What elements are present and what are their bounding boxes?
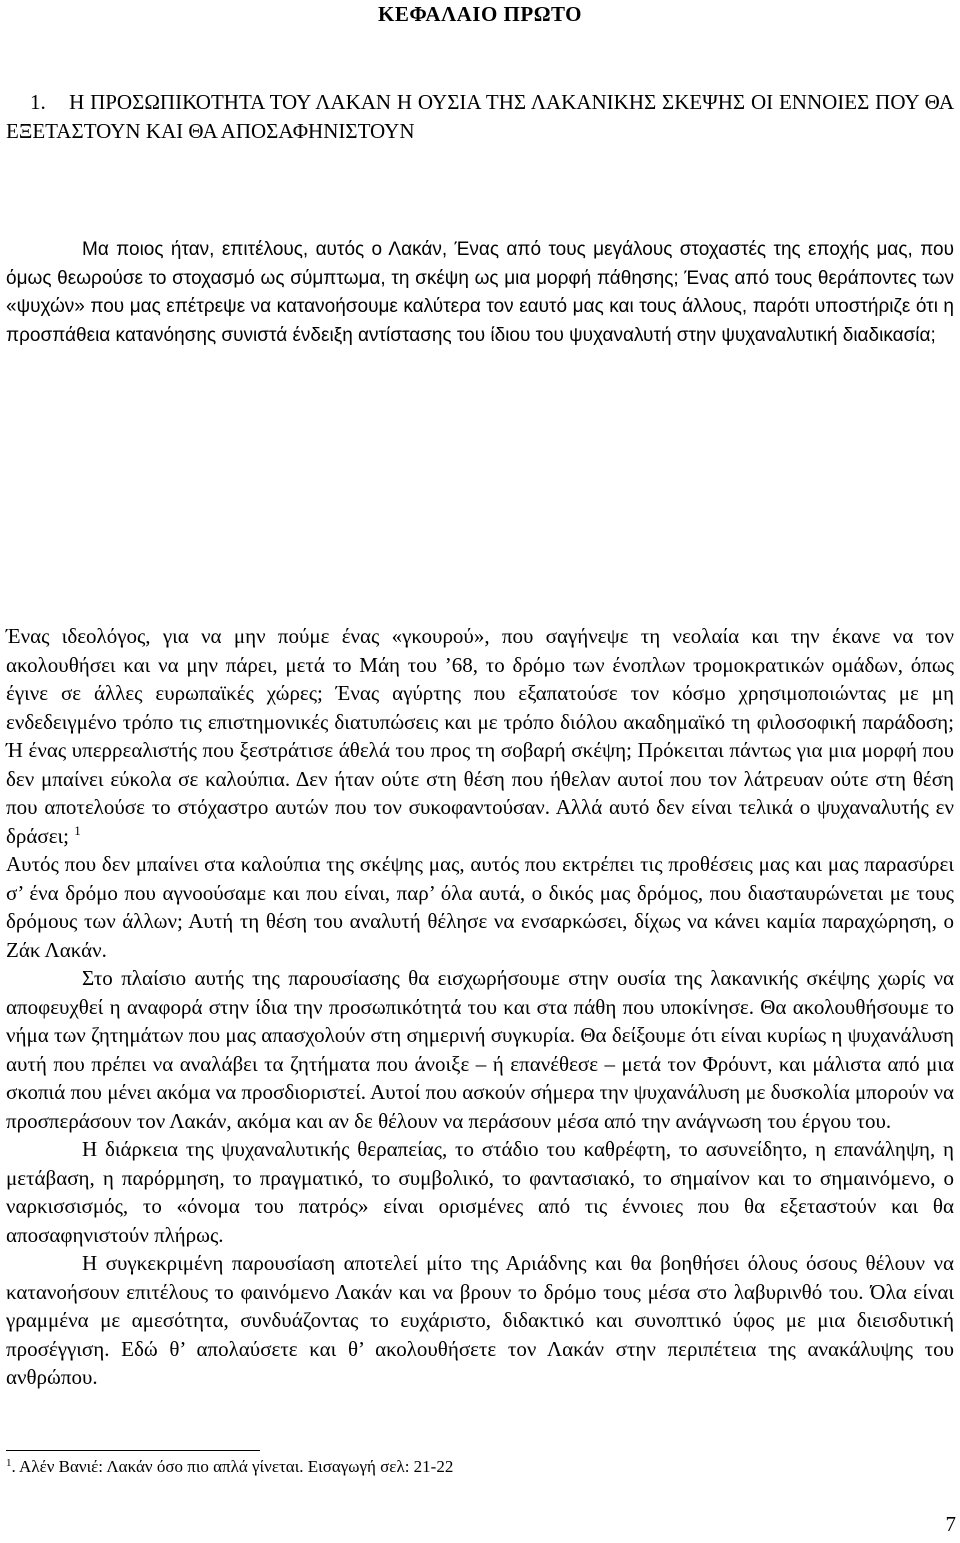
paragraph-5: Η διάρκεια της ψυχαναλυτικής θεραπείας, το στάδιο του καθρέφτη, το ασυνείδητο, η επανάληψη, η μετάβαση, η παρόρμηση, το πραγματικό, το συμβολικό, το φαντασιακό, το σημαίνον και το σημαινόμενο, ο ναρκισσισμός, το «όνομα του πατρός» είναι ορισμένες από τις έννοιες που θα εξεταστούν και θα αποσαφηνιστούν πλήρως.	[6, 1137, 954, 1247]
section-title: Η ΠΡΟΣΩΠΙΚΟΤΗΤΑ ΤΟΥ ΛΑΚΑΝ Η ΟΥΣΙΑ ΤΗΣ ΛΑΚΑΝΙΚΗΣ ΣΚΕΨΗΣ ΟΙ ΕΝΝΟΙΕΣ ΠΟΥ ΘΑ ΕΞΕΤΑΣΤΟΥΝ ΚΑΙ ΘΑ ΑΠΟΣΑΦΗΝΙΣΤΟΥΝ	[6, 90, 954, 143]
section-heading	[6, 88, 954, 146]
paragraph-6: Η συγκεκριμένη παρουσίαση αποτελεί μίτο της Αριάδνης και θα βοηθήσει όλους όσους θέλουν να κατανοήσουν επιτέλους το φαινόμενο Λακάν και να βρουν το δρόμο τους μέσα στο λαβυρινθό του. Όλα είναι γραμμένα με αμεσότητα, συνδυάζοντας το ευχάριστο, διδακτικό και συνοπτικό ύφος με μια διεισδυτική προσέγγιση. Εδώ θ’ απολαύσετε και θ’ ακολουθήσετε τον Λακάν στην περιπέτεια της ανακάλυψης του ανθρώπου.	[6, 1251, 954, 1389]
paragraph-3: Αυτός που δεν μπαίνει στα καλούπια της σκέψης μας, αυτός που εκτρέπει τις προθέσεις μας και μας παρασύρει σ’ ένα δρόμο που αγνοούσαμε και που είναι, παρ’ όλα αυτά, ο δικός μας δρόμος, που διασταυρώνεται με τους δρόμους των άλλων; Αυτή τη θέση του αναλυτή θέλησε να ενσαρκώσει, δίχως να κάνει καμία παραχώρηση, ο Ζάκ Λακάν.	[6, 852, 954, 962]
paragraph-4: Στο πλαίσιο αυτής της παρουσίασης θα εισχωρήσουμε στην ουσία της λακανικής σκέψης χωρίς να αποφευχθεί η αναφορά στην ίδια την προσωπικότητά του και στα πάθη που υποκίνησε. Θα ακολουθήσουμε το νήμα των ζητημάτων που μας απασχολούν στη σημερινή συγκυρία. Θα δείξουμε ότι είναι κυρίως η ψυχανάλυση αυτή που πρέπει να αναλάβει τα ζητήματα που άνοιξε – ή επανέθεσε – μετά τον Φρόυντ, και μάλιστα από μια σκοπιά που μένει ακόμα να προσδιοριστεί. Αυτοί που ασκούν σήμερα την ψυχανάλυση με δυσκολία μπορούν να προσπεράσουν τον Λακάν, ακόμα και αν δε θέλουν να περάσουν μέσα από την ανάγνωση του έργου του.	[6, 966, 954, 1133]
body-text	[6, 622, 954, 1392]
footnote-text: . Αλέν Βανιέ: Λακάν όσο πιο απλά γίνεται. Εισαγωγή σελ: 21-22	[11, 1457, 454, 1476]
section-number: 1.	[30, 90, 46, 114]
paragraph-2	[6, 622, 954, 850]
chapter-title: ΚΕΦΑΛΑΙΟ ΠΡΩΤΟ	[377, 2, 582, 26]
footnote-divider	[6, 1450, 260, 1451]
paragraph-2-text: Ένας ιδεολόγος, για να μην πούμε ένας «γκουρού», που σαγήνεψε τη νεολαία και την έκανε να τον ακολουθήσει και να μην πάρει, μετά το Μάη του ’68, το δρόμο των ένοπλων τρομοκρατικών ομάδων, όπως έγινε σε άλλες ευρωπαϊκές χώρες; Ένας αγύρτης που εξαπατούσε τον κόσμο χρησιμοποιώντας με μη ενδεδειγμένο τρόπο τις επιστημονικές διατυπώσεις και με τρόπο διόλου ακαδημαϊκό τη φιλοσοφική παράδοση; Ή ένας υπερρεαλιστής που ξεστράτισε άθελά του προς τη σοβαρή σκέψη; Πρόκειται πάντως για μια μορφή που δεν μπαίνει εύκολα σε καλούπια. Δεν ήταν ούτε στη θέση που ήθελαν αυτοί που τον λάτρευαν ούτε στη θέση που αποτελούσε το στόχαστρο αυτών που τον συκοφαντούσαν. Αλλά αυτό δεν είναι τελικά ο ψυχαναλυτής εν δράσει;	[6, 624, 954, 848]
footnote	[6, 1456, 906, 1478]
intro-paragraph-text: Μα ποιος ήταν, επιτέλους, αυτός ο Λακάν, Ένας από τους μεγάλους στοχαστές της εποχής μας, που όμως θεωρούσε το στοχασμό ως σύμπτωμα, τη σκέψη ως μια μορφή πάθησης; Ένας από τους θεράποντες των «ψυχών» που μας επέτρεψε να κατανοήσουμε καλύτερα τον εαυτό μας και τους άλλους, παρότι υποστήριζε ότι η προσπάθεια κατανόησης συνιστά ένδειξη αντίστασης του ίδιου του ψυχαναλυτή στην ψυχαναλυτική διαδικασία;	[6, 239, 954, 346]
page-number: 7	[945, 1512, 956, 1536]
footnote-reference[interactable]: 1	[74, 822, 81, 838]
intro-paragraph	[6, 236, 954, 350]
footnote-marker: 1	[6, 1457, 12, 1469]
